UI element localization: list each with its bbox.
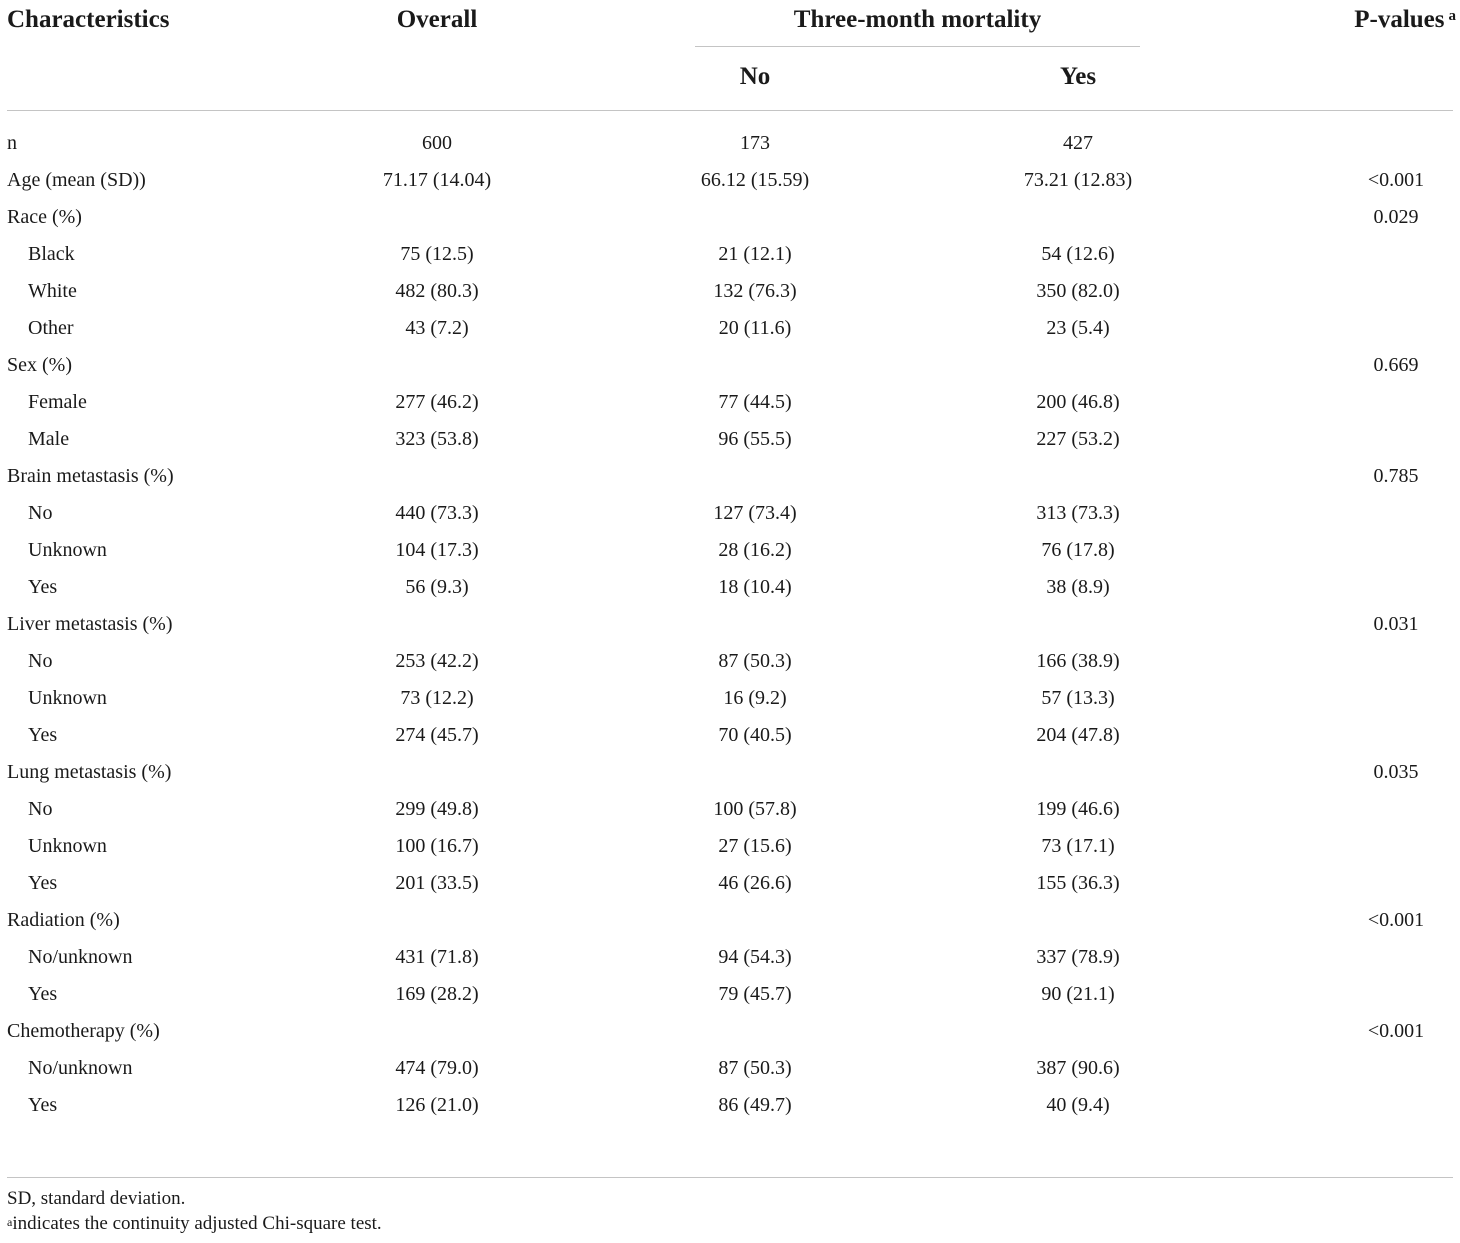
cell-p-value: 0.031: [1373, 613, 1419, 635]
table-row-variable: [0, 902, 1460, 939]
cell-mortality-yes: 227 (53.2): [1036, 428, 1120, 450]
row-label: Sex (%): [7, 354, 72, 376]
table-row-subcategory: [0, 421, 1460, 458]
cell-overall: 277 (46.2): [395, 391, 479, 413]
cell-overall: 56 (9.3): [405, 576, 469, 598]
row-label: Chemotherapy (%): [7, 1020, 160, 1042]
table-bottom-rule: [7, 1177, 1453, 1178]
table-row-subcategory: [0, 680, 1460, 717]
cell-p-value: 0.669: [1373, 354, 1419, 376]
cell-mortality-yes: 200 (46.8): [1036, 391, 1120, 413]
row-label: Yes: [28, 983, 58, 1005]
cell-p-value: <0.001: [1367, 169, 1425, 191]
table-row-subcategory: [0, 976, 1460, 1013]
header-p-values: [1300, 5, 1456, 35]
cell-mortality-no: 173: [740, 132, 770, 154]
cell-overall: 104 (17.3): [395, 539, 479, 561]
table-row-variable: [0, 347, 1460, 384]
cell-overall: 126 (21.0): [395, 1094, 479, 1116]
cell-mortality-yes: 199 (46.6): [1036, 798, 1120, 820]
row-label: Brain metastasis (%): [7, 465, 174, 487]
table-row-subcategory: [0, 643, 1460, 680]
table-row-subcategory: [0, 828, 1460, 865]
row-label: White: [28, 280, 77, 302]
table-row-variable: [0, 606, 1460, 643]
cell-mortality-no: 46 (26.6): [718, 872, 792, 894]
cell-mortality-yes: 23 (5.4): [1046, 317, 1110, 339]
cell-overall: 431 (71.8): [395, 946, 479, 968]
cell-p-value: <0.001: [1367, 909, 1425, 931]
cell-overall: 100 (16.7): [395, 835, 479, 857]
cell-mortality-no: 100 (57.8): [713, 798, 797, 820]
row-label: Black: [28, 243, 75, 265]
table-row-subcategory: [0, 273, 1460, 310]
row-label: Yes: [28, 1094, 58, 1116]
cell-mortality-no: 27 (15.6): [718, 835, 792, 857]
row-label: Age (mean (SD)): [7, 169, 146, 191]
group-header-rule: [695, 46, 1140, 47]
cell-mortality-yes: 155 (36.3): [1036, 872, 1120, 894]
header-three-month-mortality: Three-month mortality: [793, 6, 1042, 33]
cell-overall: 253 (42.2): [395, 650, 479, 672]
cell-mortality-no: 79 (45.7): [718, 983, 792, 1005]
header-p-values-footnote-marker: a: [1448, 8, 1456, 24]
header-mortality-no: No: [739, 63, 771, 90]
cell-mortality-no: 86 (49.7): [718, 1094, 792, 1116]
cell-mortality-no: 21 (12.1): [718, 243, 792, 265]
cell-mortality-no: 94 (54.3): [718, 946, 792, 968]
cell-mortality-no: 96 (55.5): [718, 428, 792, 450]
cell-mortality-yes: 204 (47.8): [1036, 724, 1120, 746]
row-label: Yes: [28, 724, 58, 746]
cell-overall: 71.17 (14.04): [382, 169, 492, 191]
row-label: Unknown: [28, 539, 107, 561]
row-label: No/unknown: [28, 946, 133, 968]
header-bottom-rule: [7, 110, 1453, 111]
cell-mortality-no: 87 (50.3): [718, 1057, 792, 1079]
cell-mortality-yes: 40 (9.4): [1046, 1094, 1110, 1116]
cell-overall: 43 (7.2): [405, 317, 469, 339]
cell-mortality-yes: 57 (13.3): [1041, 687, 1115, 709]
table-row-variable: [0, 162, 1460, 199]
cell-overall: 169 (28.2): [395, 983, 479, 1005]
cell-mortality-no: 132 (76.3): [713, 280, 797, 302]
cell-mortality-yes: 76 (17.8): [1041, 539, 1115, 561]
cell-overall: 73 (12.2): [400, 687, 474, 709]
footnote-a: [7, 1212, 382, 1236]
cell-mortality-yes: 313 (73.3): [1036, 502, 1120, 524]
cell-mortality-no: 18 (10.4): [718, 576, 792, 598]
footnote-a-marker: a: [7, 1215, 13, 1229]
header-overall: Overall: [396, 6, 478, 33]
cell-mortality-no: 87 (50.3): [718, 650, 792, 672]
row-label: Male: [28, 428, 70, 450]
cell-mortality-yes: 73 (17.1): [1041, 835, 1115, 857]
cell-overall: 474 (79.0): [395, 1057, 479, 1079]
row-label: Radiation (%): [7, 909, 120, 931]
table-row-subcategory: [0, 384, 1460, 421]
table-row-subcategory: [0, 791, 1460, 828]
cell-mortality-yes: 387 (90.6): [1036, 1057, 1120, 1079]
cell-overall: 274 (45.7): [395, 724, 479, 746]
table-row-subcategory: [0, 717, 1460, 754]
cell-mortality-no: 28 (16.2): [718, 539, 792, 561]
cell-p-value: <0.001: [1367, 1020, 1425, 1042]
cell-mortality-yes: 90 (21.1): [1041, 983, 1115, 1005]
cell-mortality-yes: 350 (82.0): [1036, 280, 1120, 302]
cell-p-value: 0.035: [1373, 761, 1419, 783]
row-label: No/unknown: [28, 1057, 133, 1079]
cell-mortality-yes: 38 (8.9): [1046, 576, 1110, 598]
table-row-subcategory: [0, 1087, 1460, 1124]
row-label: No: [28, 502, 53, 524]
table-row-variable: [0, 458, 1460, 495]
cell-mortality-no: 66.12 (15.59): [700, 169, 810, 191]
row-label: Unknown: [28, 687, 107, 709]
table-row-variable: [0, 754, 1460, 791]
row-label: Unknown: [28, 835, 107, 857]
cell-mortality-no: 70 (40.5): [718, 724, 792, 746]
footnote-sd: SD, standard deviation.: [7, 1188, 186, 1209]
cell-overall: 323 (53.8): [395, 428, 479, 450]
cell-overall: 600: [422, 132, 452, 154]
cell-p-value: 0.785: [1373, 465, 1419, 487]
header-p-values-label: P-values: [1354, 6, 1445, 33]
cell-mortality-yes: 166 (38.9): [1036, 650, 1120, 672]
table-row-subcategory: [0, 865, 1460, 902]
cell-mortality-no: 77 (44.5): [718, 391, 792, 413]
table-row-variable: [0, 199, 1460, 236]
cell-overall: 482 (80.3): [395, 280, 479, 302]
row-label: Yes: [28, 872, 58, 894]
row-label: No: [28, 798, 53, 820]
cell-mortality-no: 16 (9.2): [723, 687, 787, 709]
cell-overall: 299 (49.8): [395, 798, 479, 820]
cell-mortality-yes: 337 (78.9): [1036, 946, 1120, 968]
header-mortality-yes: Yes: [1059, 63, 1097, 90]
table-row-subcategory: [0, 1050, 1460, 1087]
cell-mortality-yes: 54 (12.6): [1041, 243, 1115, 265]
row-label: Race (%): [7, 206, 82, 228]
table-row-subcategory: [0, 495, 1460, 532]
row-label: Liver metastasis (%): [7, 613, 173, 635]
cell-mortality-no: 20 (11.6): [718, 317, 792, 339]
cell-mortality-no: 127 (73.4): [713, 502, 797, 524]
table-row-variable: [0, 1013, 1460, 1050]
row-label: Lung metastasis (%): [7, 761, 172, 783]
row-label: Female: [28, 391, 87, 413]
table-row-subcategory: [0, 532, 1460, 569]
row-label: No: [28, 650, 53, 672]
footnote-a-text: indicates the continuity adjusted Chi-square test.: [12, 1213, 382, 1234]
cell-mortality-yes: 73.21 (12.83): [1023, 169, 1133, 191]
header-characteristics: Characteristics: [7, 6, 170, 33]
row-label: Other: [28, 317, 74, 339]
row-label: Yes: [28, 576, 58, 598]
table-row-subcategory: [0, 939, 1460, 976]
cell-mortality-yes: 427: [1063, 132, 1093, 154]
table-row-subcategory: [0, 236, 1460, 273]
table-row-subcategory: [0, 569, 1460, 606]
cell-p-value: 0.029: [1373, 206, 1419, 228]
table-body: [0, 125, 1460, 1124]
cell-overall: 75 (12.5): [400, 243, 474, 265]
table-row-subcategory: [0, 310, 1460, 347]
cell-overall: 201 (33.5): [395, 872, 479, 894]
table-row-variable: [0, 125, 1460, 162]
row-label: n: [7, 132, 17, 154]
cell-overall: 440 (73.3): [395, 502, 479, 524]
